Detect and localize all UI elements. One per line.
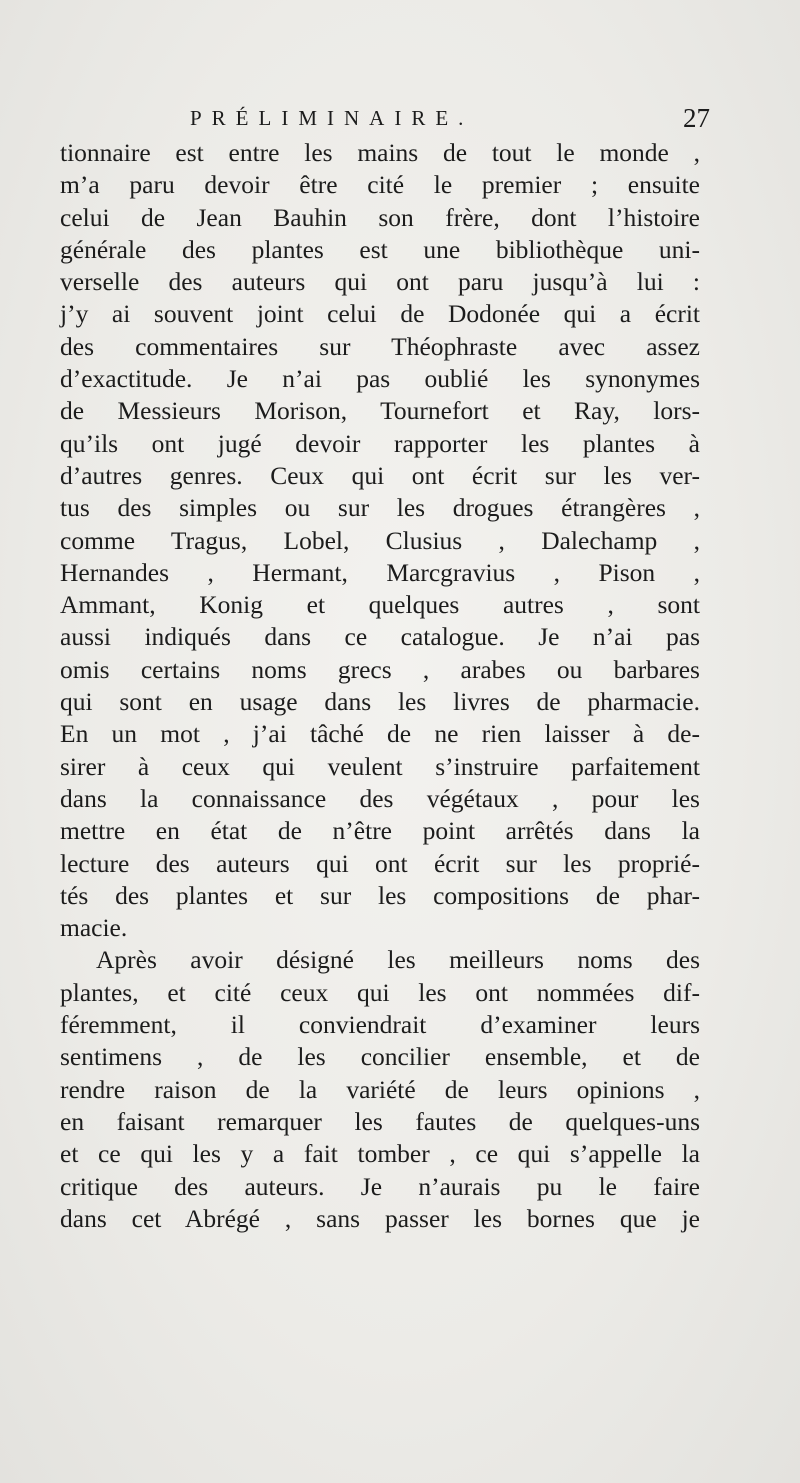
text-line: de Messieurs Morison, Tournefort et Ray, lors- [60, 396, 700, 426]
text-line: Ammant, Konig et quelques autres , sont [60, 590, 700, 620]
text-line: dans cet Abrégé , sans passer les bornes que je [60, 1203, 700, 1233]
running-head [60, 100, 710, 136]
text-line: mettre en état de n’être point arrêtés dans la [60, 816, 700, 846]
text-line: critique des auteurs. Je n’aurais pu le faire [60, 1171, 700, 1201]
text-line: plantes, et cité ceux qui les ont nommées dif- [60, 977, 700, 1007]
text-line: tionnaire est entre les mains de tout le monde , [60, 138, 700, 167]
text-line: générale des plantes est une bibliothèque uni- [60, 234, 700, 264]
text-line: celui de Jean Bauhin son frère, dont l’histoire [60, 202, 700, 232]
body-text [60, 137, 700, 1235]
text-line: omis certains noms grecs , arabes ou barbares [60, 654, 700, 684]
text-line: En un mot , j’ai tâché de ne rien laisser à de- [60, 719, 700, 749]
text-line: tus des simples ou sur les drogues étrangères , [60, 493, 700, 523]
text-line: tés des plantes et sur les compositions de phar- [60, 880, 700, 910]
page-number: 27 [683, 103, 710, 133]
text-line: d’exactitude. Je n’ai pas oublié les synonymes [60, 364, 700, 394]
text-line: qu’ils ont jugé devoir rapporter les plantes à [60, 428, 700, 458]
text-line: d’autres genres. Ceux qui ont écrit sur les ver- [60, 460, 700, 490]
paragraph-end-line: macie. [60, 913, 128, 943]
text-line: et ce qui les y a fait tomber , ce qui s’appelle la [60, 1139, 700, 1169]
paragraph-start-line: Après avoir désigné les meilleurs noms des [96, 945, 700, 975]
text-line: sentimens , de les concilier ensemble, et de [60, 1042, 700, 1072]
text-line: verselle des auteurs qui ont paru jusqu’à lui : [60, 267, 700, 297]
text-line: des commentaires sur Théophraste avec assez [60, 331, 700, 361]
text-line: comme Tragus, Lobel, Clusius , Dalechamp , [60, 525, 700, 555]
text-line: qui sont en usage dans les livres de pharmacie. [60, 687, 700, 717]
text-line: lecture des auteurs qui ont écrit sur les proprié- [60, 848, 700, 878]
text-line: aussi indiqués dans ce catalogue. Je n’ai pas [60, 622, 700, 652]
text-line: féremment, il conviendrait d’examiner leurs [60, 1010, 700, 1040]
running-title: PRÉLIMINAIRE. [190, 106, 474, 130]
text-line: rendre raison de la variété de leurs opinions , [60, 1074, 700, 1104]
text-line: Hernandes , Hermant, Marcgravius , Pison , [60, 557, 700, 587]
text-line: j’y ai souvent joint celui de Dodonée qui a écrit [60, 299, 700, 329]
text-line: en faisant remarquer les fautes de quelques-uns [60, 1106, 700, 1136]
text-line: sirer à ceux qui veulent s’instruire parfaitement [60, 751, 700, 781]
text-line: dans la connaissance des végétaux , pour les [60, 783, 700, 813]
text-line: m’a paru devoir être cité le premier ; ensuite [60, 170, 700, 200]
